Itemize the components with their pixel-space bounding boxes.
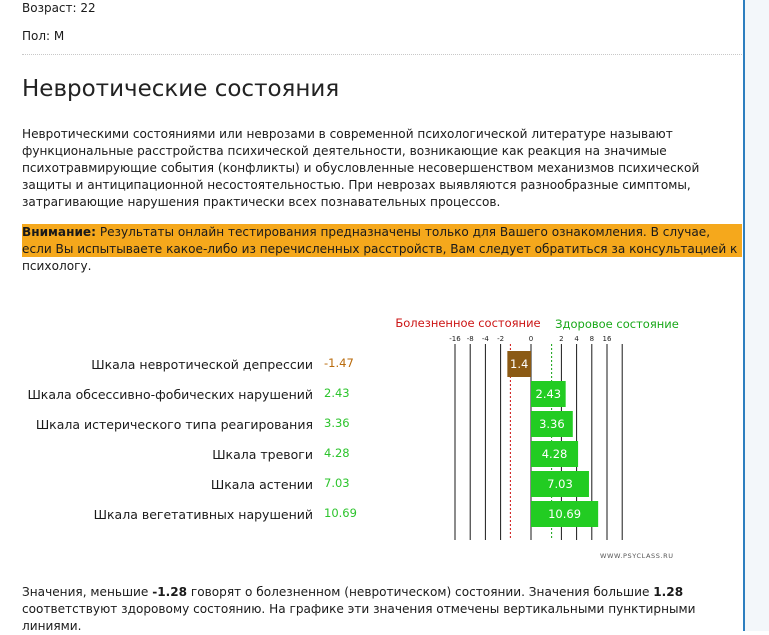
negative-zone-label: Болезненное состояние (395, 316, 541, 330)
tick-label-8: 16 (602, 335, 612, 343)
neurosis-chart (22, 0, 744, 631)
bar-label: 4.28 (541, 447, 568, 461)
category-label: Шкала астении (210, 477, 313, 492)
intro-text: Невротическими состояниями или неврозами в современной психологической литературе называют функциональные расстройства психической деятельности, возникающие как реакция на значимые психотравмирующие события (конфликты) и обусловленные несовершенством механизмов психической защиты и антиципационной несостоятельностью. При неврозах выявляются разнообразные симптомы, затрагивающие нарушения практически всех познавательных процессов. (22, 127, 700, 209)
positive-zone-label: Здоровое состояние (555, 317, 679, 331)
tick-label-1: -8 (466, 335, 474, 343)
note-text-1: Значения, меньшие (22, 585, 153, 599)
age-label: Возраст: 22 (22, 1, 96, 15)
note-text-2: говорят о болезненном (невротическом) состоянии. Значения большие (187, 585, 654, 599)
watermark: WWW.PSYCLASS.RU (600, 552, 674, 560)
tick-label-4: 0 (528, 335, 534, 343)
bar-label: 3.36 (539, 417, 565, 431)
warning-label: Внимание: (22, 225, 96, 239)
category-label: Шкала истерического типа реагирования (35, 417, 313, 432)
value-label: 3.36 (324, 416, 350, 430)
note-low-value: -1.28 (152, 585, 188, 599)
tick-label-0: -16 (449, 335, 461, 343)
warning-text: Результаты онлайн тестирования предназначены только для Вашего ознакомления. В случае, если Вы испытываете какое-либо из перечисленных расстройств, Вам следует обратиться за консультацией к психологу. (22, 225, 738, 273)
category-label: Шкала тревоги (212, 447, 313, 462)
interpretation-note (22, 584, 744, 635)
page-title: Невротические состояния (22, 76, 340, 102)
tick-label-3: -2 (497, 335, 505, 343)
page-frame-right (743, 0, 769, 631)
bar-label: 1.4 (510, 357, 529, 371)
category-label: Шкала вегетативных нарушений (93, 507, 313, 522)
category-label: Шкала обсессивно-фобических нарушений (27, 387, 313, 402)
tick-label-2: -4 (481, 335, 489, 343)
note-text-3: соответствуют здоровому состоянию. На графике эти значения отмечены вертикальными пунктирными линиями. (22, 602, 696, 633)
tick-label-7: 8 (589, 335, 595, 343)
value-label: 4.28 (324, 446, 350, 460)
value-label: 7.03 (324, 476, 350, 490)
value-label: 2.43 (324, 386, 350, 400)
sex-label: Пол: М (22, 29, 65, 43)
tick-label-6: 4 (574, 335, 579, 343)
category-label: Шкала невротической депрессии (91, 357, 313, 372)
tick-label-5: 2 (559, 335, 564, 343)
bar-label: 7.03 (547, 477, 573, 491)
note-high-value: 1.28 (653, 585, 684, 599)
bar-label: 10.69 (548, 507, 582, 521)
bar-label: 2.43 (535, 387, 562, 401)
value-label: 10.69 (324, 506, 357, 520)
value-label: -1.47 (324, 356, 354, 370)
